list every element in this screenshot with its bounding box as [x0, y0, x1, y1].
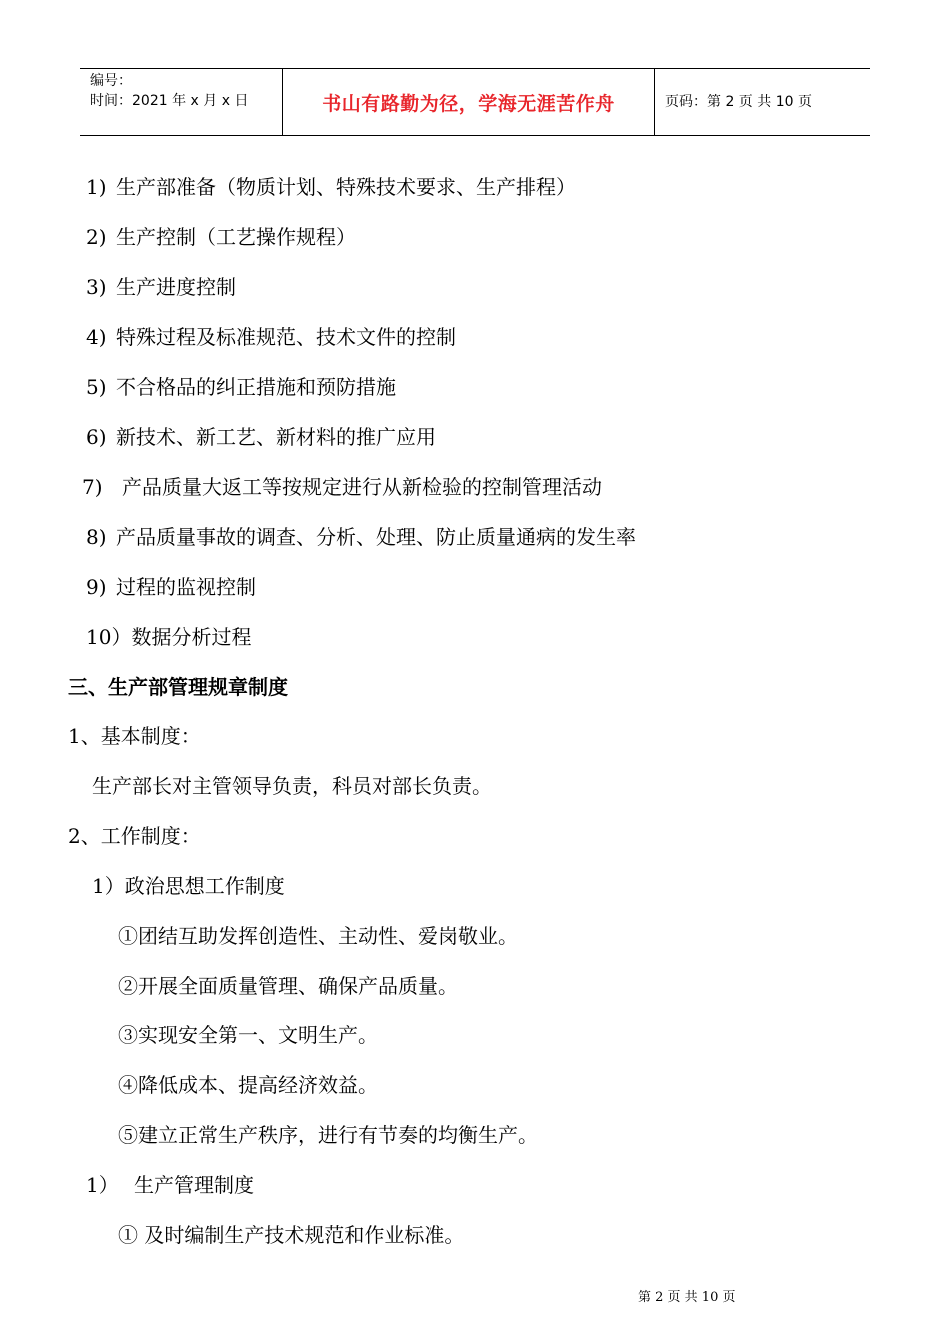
sub-list-title [86, 1172, 254, 1198]
list-item-number: 6) [86, 425, 107, 449]
list-item: ④降低成本、提高经济效益。 [118, 1073, 378, 1097]
list-item-number: 3) [86, 275, 107, 299]
list-item [82, 474, 602, 500]
list-item-number: 5) [86, 375, 107, 399]
header-meta-cell [80, 69, 282, 135]
list-item-text: 生产进度控制 [116, 275, 236, 299]
page-footer: 第 2 页 共 10 页 [638, 1290, 736, 1305]
document-header [80, 68, 870, 136]
sub-list-title: 1）政治思想工作制度 [92, 874, 285, 898]
list-item: ②开展全面质量管理、确保产品质量。 [118, 974, 458, 998]
list-item [86, 624, 251, 650]
paragraph: 生产部长对主管领导负责，科员对部长负责。 [92, 774, 492, 798]
list-item-text: 新技术、新工艺、新材料的推广应用 [116, 425, 436, 449]
list-item [86, 324, 456, 350]
list-item-text: 过程的监视控制 [116, 575, 256, 599]
list-item [86, 574, 256, 600]
list-item: ⑤建立正常生产秩序，进行有节奏的均衡生产。 [118, 1123, 538, 1147]
list-item-number: 7) [82, 475, 103, 499]
list-item-text: 生产控制（工艺操作规程） [116, 225, 356, 249]
document-number-label: 编号： [90, 73, 132, 89]
list-item [86, 524, 636, 550]
header-page-label: 页码：第 2 页 共 10 页 [665, 94, 812, 110]
list-item: ① 及时编制生产技术规范和作业标准。 [118, 1223, 465, 1247]
list-item [86, 424, 436, 450]
list-item: ①团结互助发挥创造性、主动性、爱岗敬业。 [118, 924, 518, 948]
sub-list-number: 1） [86, 1173, 119, 1197]
list-item-number: 8) [86, 525, 107, 549]
list-item-number: 1) [86, 175, 107, 199]
list-item-text: 10）数据分析过程 [86, 625, 252, 649]
header-motto-cell [282, 69, 655, 135]
list-item [86, 274, 236, 300]
list-item-text: 产品质量事故的调查、分析、处理、防止质量通病的发生率 [116, 525, 636, 549]
subsection-title: 1、基本制度： [68, 724, 201, 748]
list-item [86, 174, 576, 200]
section-heading: 三、生产部管理规章制度 [68, 675, 288, 699]
list-item-number: 9) [86, 575, 107, 599]
list-item-text: 不合格品的纠正措施和预防措施 [116, 375, 396, 399]
subsection-title: 2、工作制度： [68, 824, 201, 848]
list-item [86, 374, 396, 400]
list-item-number: 2) [86, 225, 107, 249]
list-item-text: 生产部准备（物质计划、特殊技术要求、生产排程） [116, 175, 576, 199]
list-item-number: 4) [86, 325, 107, 349]
header-page-cell [655, 69, 870, 135]
list-item-text: 产品质量大返工等按规定进行从新检验的控制管理活动 [122, 475, 602, 499]
sub-list-title-text: 生产管理制度 [134, 1173, 254, 1197]
list-item [86, 224, 356, 250]
list-item: ③实现安全第一、文明生产。 [118, 1023, 378, 1047]
document-date-label: 时间：2021 年 x 月 x 日 [90, 93, 249, 109]
list-item-text: 特殊过程及标准规范、技术文件的控制 [116, 325, 456, 349]
header-motto: 书山有路勤为径，学海无涯苦作舟 [322, 92, 615, 115]
